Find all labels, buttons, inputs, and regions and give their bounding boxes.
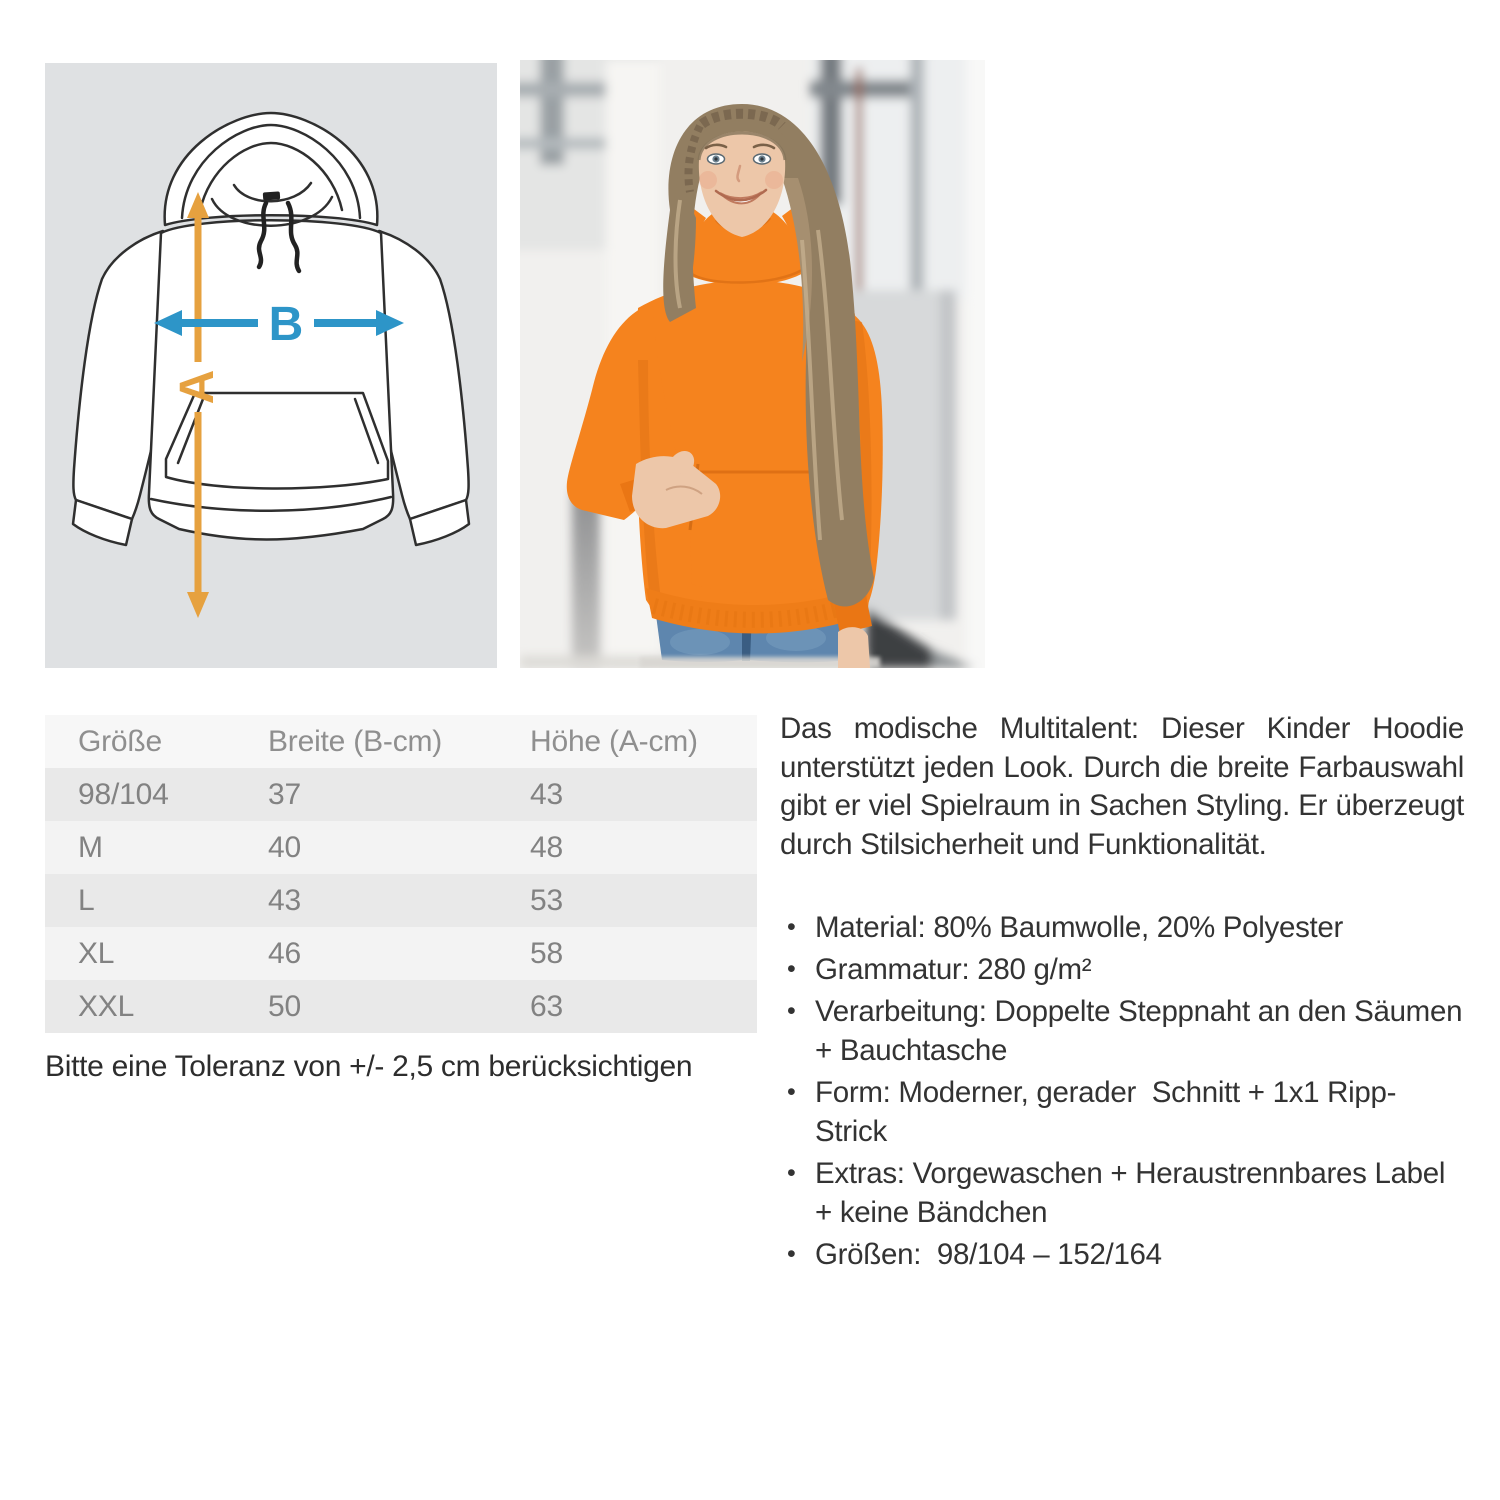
table-row — [45, 927, 757, 980]
size-diagram — [45, 63, 497, 668]
feature-item-grammatur: • Grammatur: 280 g/m² — [780, 950, 1464, 989]
table-row — [45, 980, 757, 1033]
pipe — [856, 68, 862, 296]
hoehe-cell: 63 — [530, 990, 563, 1023]
doorframe-strip — [572, 490, 600, 668]
table-row — [45, 821, 757, 874]
blush-right — [765, 171, 783, 189]
size-cell: M — [78, 831, 103, 864]
breite-cell: 40 — [268, 831, 301, 864]
feature-item-extras: • Extras: Vorgewaschen + Heraustrennbares Label + keine Bändchen — [780, 1154, 1464, 1232]
col-header-hoehe: Höhe (A-cm) — [530, 725, 698, 758]
size-cell: XXL — [78, 990, 135, 1023]
drawcord-knot — [263, 191, 281, 200]
model-photo-illustration — [520, 60, 985, 668]
size-cell: 98/104 — [78, 778, 169, 811]
hoodie-measurement-illustration — [45, 63, 497, 668]
size-cell: L — [78, 884, 95, 917]
hoehe-cell: 58 — [530, 937, 563, 970]
table-row — [45, 768, 757, 821]
size-table — [45, 715, 757, 1033]
breite-cell: 37 — [268, 778, 301, 811]
product-description — [780, 710, 1471, 1277]
blush-left — [699, 171, 717, 189]
breite-cell: 46 — [268, 937, 301, 970]
table-row — [45, 874, 757, 927]
col-header-groesse: Größe — [78, 725, 163, 758]
height-a-label: A — [171, 369, 224, 405]
col-header-breite: Breite (B-cm) — [268, 725, 443, 758]
feature-list — [780, 908, 1471, 1274]
feature-item-form: • Form: Moderner, gerader Schnitt + 1x1 Ripp-Strick — [780, 1073, 1464, 1151]
breite-cell: 50 — [268, 990, 301, 1023]
size-cell: XL — [78, 937, 115, 970]
feature-item-verarbeitung: • Verarbeitung: Doppelte Steppnaht an den Säumen + Bauchtasche — [780, 992, 1464, 1070]
breite-cell: 43 — [268, 884, 301, 917]
width-b-label: B — [268, 298, 304, 351]
hoehe-cell: 43 — [530, 778, 563, 811]
product-photo — [520, 60, 985, 668]
feature-item-material: • Material: 80% Baumwolle, 20% Polyester — [780, 908, 1464, 947]
tolerance-note: Bitte eine Toleranz von +/- 2,5 cm berücksichtigen — [45, 1050, 693, 1083]
description-paragraph: Das modische Multitalent: Dieser Kinder Hoodie unterstützt jeden Look. Durch die breite Farbauswahl gibt er viel Spielraum in Sachen Styling. Er überzeugt durch Stilsicherheit und Funktionalität. — [780, 712, 1464, 861]
feature-item-groessen: • Größen: 98/104 – 152/164 — [780, 1235, 1464, 1274]
window-mullion-left — [540, 60, 564, 165]
table-header-row — [45, 715, 757, 768]
hoehe-cell: 48 — [530, 831, 563, 864]
hoehe-cell: 53 — [530, 884, 563, 917]
